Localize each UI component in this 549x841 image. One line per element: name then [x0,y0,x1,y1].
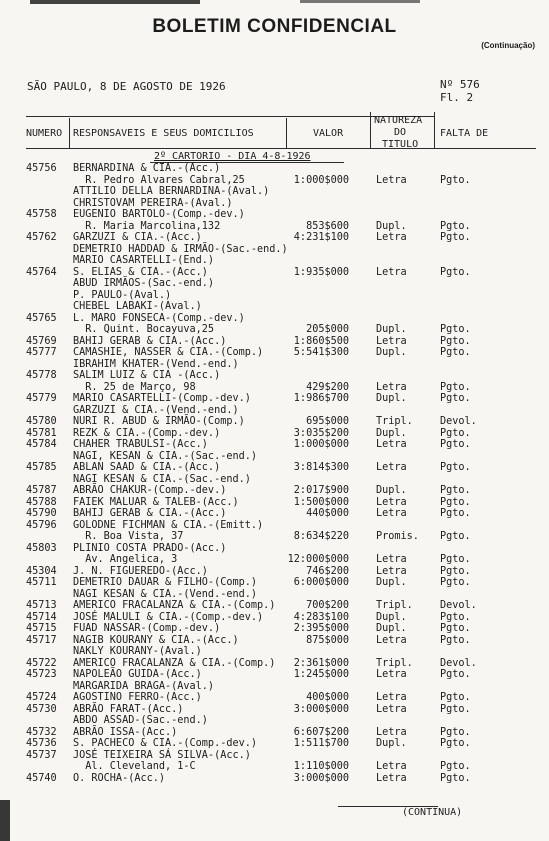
table-row [0,370,549,381]
entry-responsible: ABRÃO FARAT-(Acc.) [73,703,184,715]
entry-falta: Pgto. [440,703,471,715]
table-row [0,566,549,577]
entry-responsible: ATTILIO DELLA BERNARDINA-(Aval.) [73,186,270,197]
entry-nature: Promis. [376,531,419,542]
entry-responsible: DEMETRIO DAUAR & FILHO-(Comp.) [73,577,258,588]
table-row [0,244,549,255]
entry-falta: Pgto. [440,232,471,243]
entry-nature: Letra [376,439,407,450]
entry-nature: Letra [376,462,407,473]
entry-nature: Letra [376,232,407,243]
entry-number: 45737 [26,749,57,761]
entry-responsible: REZK & CIA.-(Comp.-dev.) [73,427,221,439]
table-row [0,428,549,439]
entry-number: 45758 [26,209,57,220]
entry-responsible: R. Boa Vista, 37 [73,531,184,542]
table-row [0,704,549,715]
entry-nature: Letra [376,174,407,186]
table-row [0,554,549,565]
entry-value: 1:935$000 [293,266,349,278]
entry-responsible: NAGI KESAN & CIA.-(Sac.-end.) [73,473,251,485]
table-row [0,669,549,680]
table-row [0,209,549,220]
table-row [0,255,549,266]
table-row [0,416,549,427]
table-row [0,589,549,600]
entry-responsible: NAKLY KOURANY-(Aval.) [73,646,202,657]
entry-falta: Pgto. [440,761,471,772]
entry-falta: Pgto. [440,577,471,588]
table-header-bottom-rule [26,148,536,149]
entry-falta: Pgto. [440,772,471,784]
entry-nature: Letra [376,335,407,347]
scan-edge-bottom-left [0,800,10,841]
table-row [0,382,549,393]
entry-nature: Letra [376,772,407,784]
entry-value: 6:000$000 [293,577,349,588]
table-row [0,646,549,657]
table-row [0,163,549,174]
entry-falta: Pgto. [440,174,471,186]
entry-value: 1:860$500 [293,335,349,347]
entry-falta: Pgto. [440,393,471,404]
entry-value: 1:000$000 [293,174,349,186]
entry-nature: Letra [376,565,407,577]
scan-edge-top-right [300,0,420,3]
entry-falta: Pgto. [440,427,471,439]
entry-responsible: DEMETRIO HADDAD & IRMÃO-(Sac.-end.) [73,243,288,255]
entry-number: 45769 [26,335,57,347]
entry-responsible: AGOSTINO FERRO-(Acc.) [73,692,202,703]
col-divider-3 [370,112,371,148]
table-row [0,267,549,278]
entry-number: 45796 [26,519,57,531]
table-row [0,405,549,416]
continua-note: (CONTINUA) [402,807,463,818]
entry-number: 45717 [26,634,57,646]
col-divider-2 [286,118,287,148]
table-row [0,681,549,692]
entry-value: 700$200 [306,600,349,611]
entry-responsible: JOSÉ MALULI & CIA.-(Comp.-dev.) [73,611,264,623]
entry-number: 45304 [26,565,57,577]
entry-nature: Dupl. [376,324,407,335]
date-line: SÃO PAULO, 8 DE AGOSTO DE 1926 [27,80,226,93]
entry-responsible: ABUD IRMÃOS-(Sac.-end.) [73,278,215,289]
entry-falta: Pgto. [440,508,471,519]
table-row [0,497,549,508]
entry-responsible: Av. Angelica, 3 [73,554,178,565]
entry-value: 1:511$700 [293,738,349,749]
table-row [0,301,549,312]
entry-responsible: S. PACHECO & CIA.-(Comp.-dev.) [73,738,258,749]
entry-falta: Pgto. [440,462,471,473]
entry-value: 3:000$000 [293,703,349,715]
entry-number: 45778 [26,370,57,381]
entry-value: 875$000 [306,634,349,646]
entry-value: 8:634$220 [293,531,349,542]
table-row [0,324,549,335]
scan-edge-top [30,0,200,4]
table-row [0,635,549,646]
entry-falta: Pgto. [440,611,471,623]
table-row [0,485,549,496]
entry-value: 695$000 [306,416,349,427]
entry-value: 1:245$000 [293,669,349,680]
entry-value: 2:361$000 [293,657,349,669]
table-row [0,393,549,404]
entry-number: 45714 [26,611,57,623]
entry-number: 45736 [26,738,57,749]
entry-number: 45785 [26,462,57,473]
table-row [0,347,549,358]
entry-responsible: R. 25 de Março, 98 [73,381,196,393]
entry-falta: Pgto. [440,485,471,496]
entry-value: 3:814$300 [293,462,349,473]
entry-responsible: BAHIJ GERAB & CIA.-(Acc.) [73,335,227,347]
table-row [0,439,549,450]
entry-nature: Dupl. [376,738,407,749]
table-row [0,313,549,324]
entry-number: 45724 [26,692,57,703]
table-row [0,359,549,370]
entry-nature: Letra [376,761,407,772]
entry-falta: Pgto. [440,439,471,450]
entry-value: 2:395$000 [293,623,349,634]
entry-responsible: NAPOLEÃO GUIDA-(Acc.) [73,669,202,680]
entry-falta: Pgto. [440,634,471,646]
entry-number: 45777 [26,347,57,358]
entry-responsible: CHAHER TRABULSI-(Acc.) [73,439,208,450]
entry-value: 400$000 [306,692,349,703]
entry-nature: Tripl. [376,600,413,611]
entry-nature: Dupl. [376,623,407,634]
entry-nature: Dupl. [376,393,407,404]
entry-responsible: P. PAULO-(Aval.) [73,289,172,301]
entry-value: 5:541$300 [293,347,349,358]
table-row [0,612,549,623]
entry-responsible: R. Pedro Alvares Cabral,25 [73,174,245,186]
entry-responsible: CAMASHIE, NASSER & CIA.-(Comp.) [73,347,264,358]
entry-number: 45730 [26,703,57,715]
entry-responsible: NAGI KESAN & CIA.-(Vend.-end.) [73,588,258,600]
entry-falta: Devol. [440,416,477,427]
entry-responsible: ABRÃO CHAKUR-(Comp.-dev.) [73,485,227,496]
entry-responsible: R. Maria Marcolina,132 [73,220,221,232]
entry-value: 4:283$100 [293,611,349,623]
entry-value: 1:500$000 [293,496,349,508]
col-header-falta: FALTA DE [440,128,489,139]
entry-number: 45803 [26,542,57,554]
table-row [0,773,549,784]
table-row [0,186,549,197]
entry-responsible: SALIM LUIZ & CIA -(Acc.) [73,370,221,381]
entry-value: 746$200 [306,565,349,577]
table-row [0,278,549,289]
entry-nature: Letra [376,726,407,738]
entry-value: 3:035$200 [293,427,349,439]
entry-number: 45765 [26,312,57,324]
entry-responsible: O. ROCHA-(Acc.) [73,772,166,784]
entry-number: 45715 [26,623,57,634]
entry-number: 45756 [26,163,57,174]
entry-responsible: CHRISTOVAM PEREIRA-(Aval.) [73,197,233,209]
entry-responsible: ABDO ASSAD-(Sac.-end.) [73,715,208,726]
entry-number: 45788 [26,496,57,508]
entry-nature: Letra [376,703,407,715]
entry-responsible: J. N. FIGUEREDO-(Acc.) [73,565,208,577]
table-row [0,543,549,554]
entry-number: 45790 [26,508,57,519]
entry-value: 2:017$900 [293,485,349,496]
table-row [0,520,549,531]
entry-nature: Tripl. [376,657,413,669]
col-header-natureza-3: TITULO [382,139,419,150]
entry-number: 45762 [26,232,57,243]
table-row [0,761,549,772]
col-header-responsaveis: RESPONSAVEIS E SEUS DOMICILIOS [73,128,254,139]
bulletin-number: Nº 576 [440,78,480,91]
entry-nature: Letra [376,508,407,519]
entry-responsible: NAGIB KOURANY & CIA.-(Acc.) [73,634,239,646]
entry-value: 4:231$100 [293,232,349,243]
entry-number: 45779 [26,393,57,404]
table-row [0,750,549,761]
table-row [0,221,549,232]
entry-nature: Letra [376,381,407,393]
entry-falta: Pgto. [440,531,471,542]
entry-falta: Pgto. [440,692,471,703]
table-top-rule [26,116,434,117]
entry-responsible: L. MARO FONSECA-(Comp.-dev.) [73,312,245,324]
table-row [0,508,549,519]
table-row [0,658,549,669]
table-row [0,336,549,347]
col-header-numero: NUMERO [26,128,63,139]
table-row [0,715,549,726]
entry-value: 1:110$000 [293,761,349,772]
entry-nature: Dupl. [376,347,407,358]
col-header-valor: VALOR [313,128,344,139]
entry-number: 45740 [26,772,57,784]
entry-falta: Pgto. [440,347,471,358]
table-row [0,531,549,542]
table-row [0,727,549,738]
entry-nature: Dupl. [376,485,407,496]
col-header-natureza-2: DO [394,127,407,138]
entry-falta: Pgto. [440,565,471,577]
entry-falta: Pgto. [440,726,471,738]
entry-value: 853$600 [306,220,349,232]
entry-responsible: JOSÉ TEIXEIRA SÁ SILVA-(Acc.) [73,749,251,761]
entry-responsible: MARGARIDA BRAGA-(Aval.) [73,680,215,692]
entry-number: 45722 [26,657,57,669]
table-row [0,692,549,703]
section-title: 2º CARTORIO - DIA 4-8-1926 [154,151,311,162]
entry-falta: Pgto. [440,554,471,565]
entry-nature: Dupl. [376,220,407,232]
entry-responsible: BAHIJ GERAB & CIA.-(Acc.) [73,508,227,519]
entry-value: 3:000$000 [293,772,349,784]
table-row [0,290,549,301]
entry-nature: Dupl. [376,577,407,588]
entry-falta: Pgto. [440,496,471,508]
table-row [0,232,549,243]
entry-responsible: FUAD NASSAR-(Comp.-dev.) [73,623,221,634]
entry-responsible: Al. Cleveland, 1-C [73,761,196,772]
entry-falta: Pgto. [440,335,471,347]
entry-responsible: GOLODNE FICHMAN & CIA.-(Emitt.) [73,519,264,531]
entry-value: 6:607$200 [293,726,349,738]
entry-responsible: ABLAN SAAD & CIA.-(Acc.) [73,462,221,473]
entry-nature: Dupl. [376,611,407,623]
col-header-natureza-1: NATUREZA [374,115,423,126]
entry-number: 45723 [26,669,57,680]
entry-responsible: NURI R. ABUD & IRMÃO-(Comp.) [73,416,245,427]
entry-responsible: ABRÃO ISSA-(Acc.) [73,726,178,738]
entry-responsible: AMERICO FRACALANZA & CIA.-(Comp.) [73,600,276,611]
table-row [0,623,549,634]
entry-responsible: S. ELIAS & CIA.-(Acc.) [73,266,208,278]
entry-number: 45781 [26,427,57,439]
table-row [0,451,549,462]
document-title: BOLETIM CONFIDENCIAL [152,16,397,37]
entry-responsible: GARZUZI & CIA.-(Vend.-end.) [73,404,239,416]
col-divider-4 [434,112,435,148]
entry-responsible: MARIO CASARTELLI-(Comp.-dev.) [73,393,251,404]
table-row [0,462,549,473]
entry-falta: Pgto. [440,738,471,749]
entry-nature: Letra [376,554,407,565]
entry-responsible: FAIEK MALUAR & TALEB-(Acc.) [73,496,239,508]
entry-number: 45787 [26,485,57,496]
entry-responsible: GARZUZI & CIA.-(Acc.) [73,232,202,243]
entry-responsible: MARIO CASARTELLI-(End.) [73,255,215,266]
table-row [0,474,549,485]
entry-number: 45780 [26,416,57,427]
entry-responsible: CHEBEL LABAKI-(Aval.) [73,301,202,312]
entry-responsible: PLINIO COSTA PRADO-(Acc.) [73,542,227,554]
entry-nature: Letra [376,266,407,278]
entry-responsible: NAGI, KESAN & CIA.-(Sac.-end.) [73,450,258,462]
entry-responsible: BERNARDINA & CIA.-(Acc.) [73,163,221,174]
entry-nature: Letra [376,496,407,508]
entry-nature: Tripl. [376,416,413,427]
entry-responsible: AMERICO FRACALANZA & CIA.-(Comp.) [73,657,276,669]
sheet-number: Fl. 2 [440,91,474,104]
entry-value: 1:986$700 [293,393,349,404]
entry-value: 429$200 [306,381,349,393]
entry-nature: Letra [376,669,407,680]
entry-number: 45784 [26,439,57,450]
entry-falta: Devol. [440,600,477,611]
entry-number: 45732 [26,726,57,738]
entry-falta: Pgto. [440,381,471,393]
entry-nature: Letra [376,634,407,646]
entry-number: 45764 [26,266,57,278]
entry-falta: Pgto. [440,623,471,634]
entry-falta: Pgto. [440,669,471,680]
entry-nature: Dupl. [376,427,407,439]
entry-responsible: EUGENIO BARTOLO-(Comp.-dev.) [73,209,245,220]
entry-value: 205$000 [306,324,349,335]
entry-falta: Pgto. [440,324,471,335]
table-row [0,198,549,209]
entry-falta: Pgto. [440,220,471,232]
entry-falta: Devol. [440,657,477,669]
entry-falta: Pgto. [440,266,471,278]
entry-responsible: R. Quint. Bocayuva,25 [73,324,215,335]
continuation-note-top: (Continuação) [481,41,535,50]
entry-number: 45713 [26,600,57,611]
entry-value: 12:000$000 [287,554,349,565]
entry-value: 440$000 [306,508,349,519]
entry-number: 45711 [26,577,57,588]
table-row [0,577,549,588]
table-row [0,738,549,749]
table-row [0,175,549,186]
col-divider-1 [69,118,70,148]
entry-nature: Letra [376,692,407,703]
entry-value: 1:000$000 [293,439,349,450]
entry-responsible: IBRAHIM KHATER-(Vend.-end.) [73,358,239,370]
table-row [0,600,549,611]
